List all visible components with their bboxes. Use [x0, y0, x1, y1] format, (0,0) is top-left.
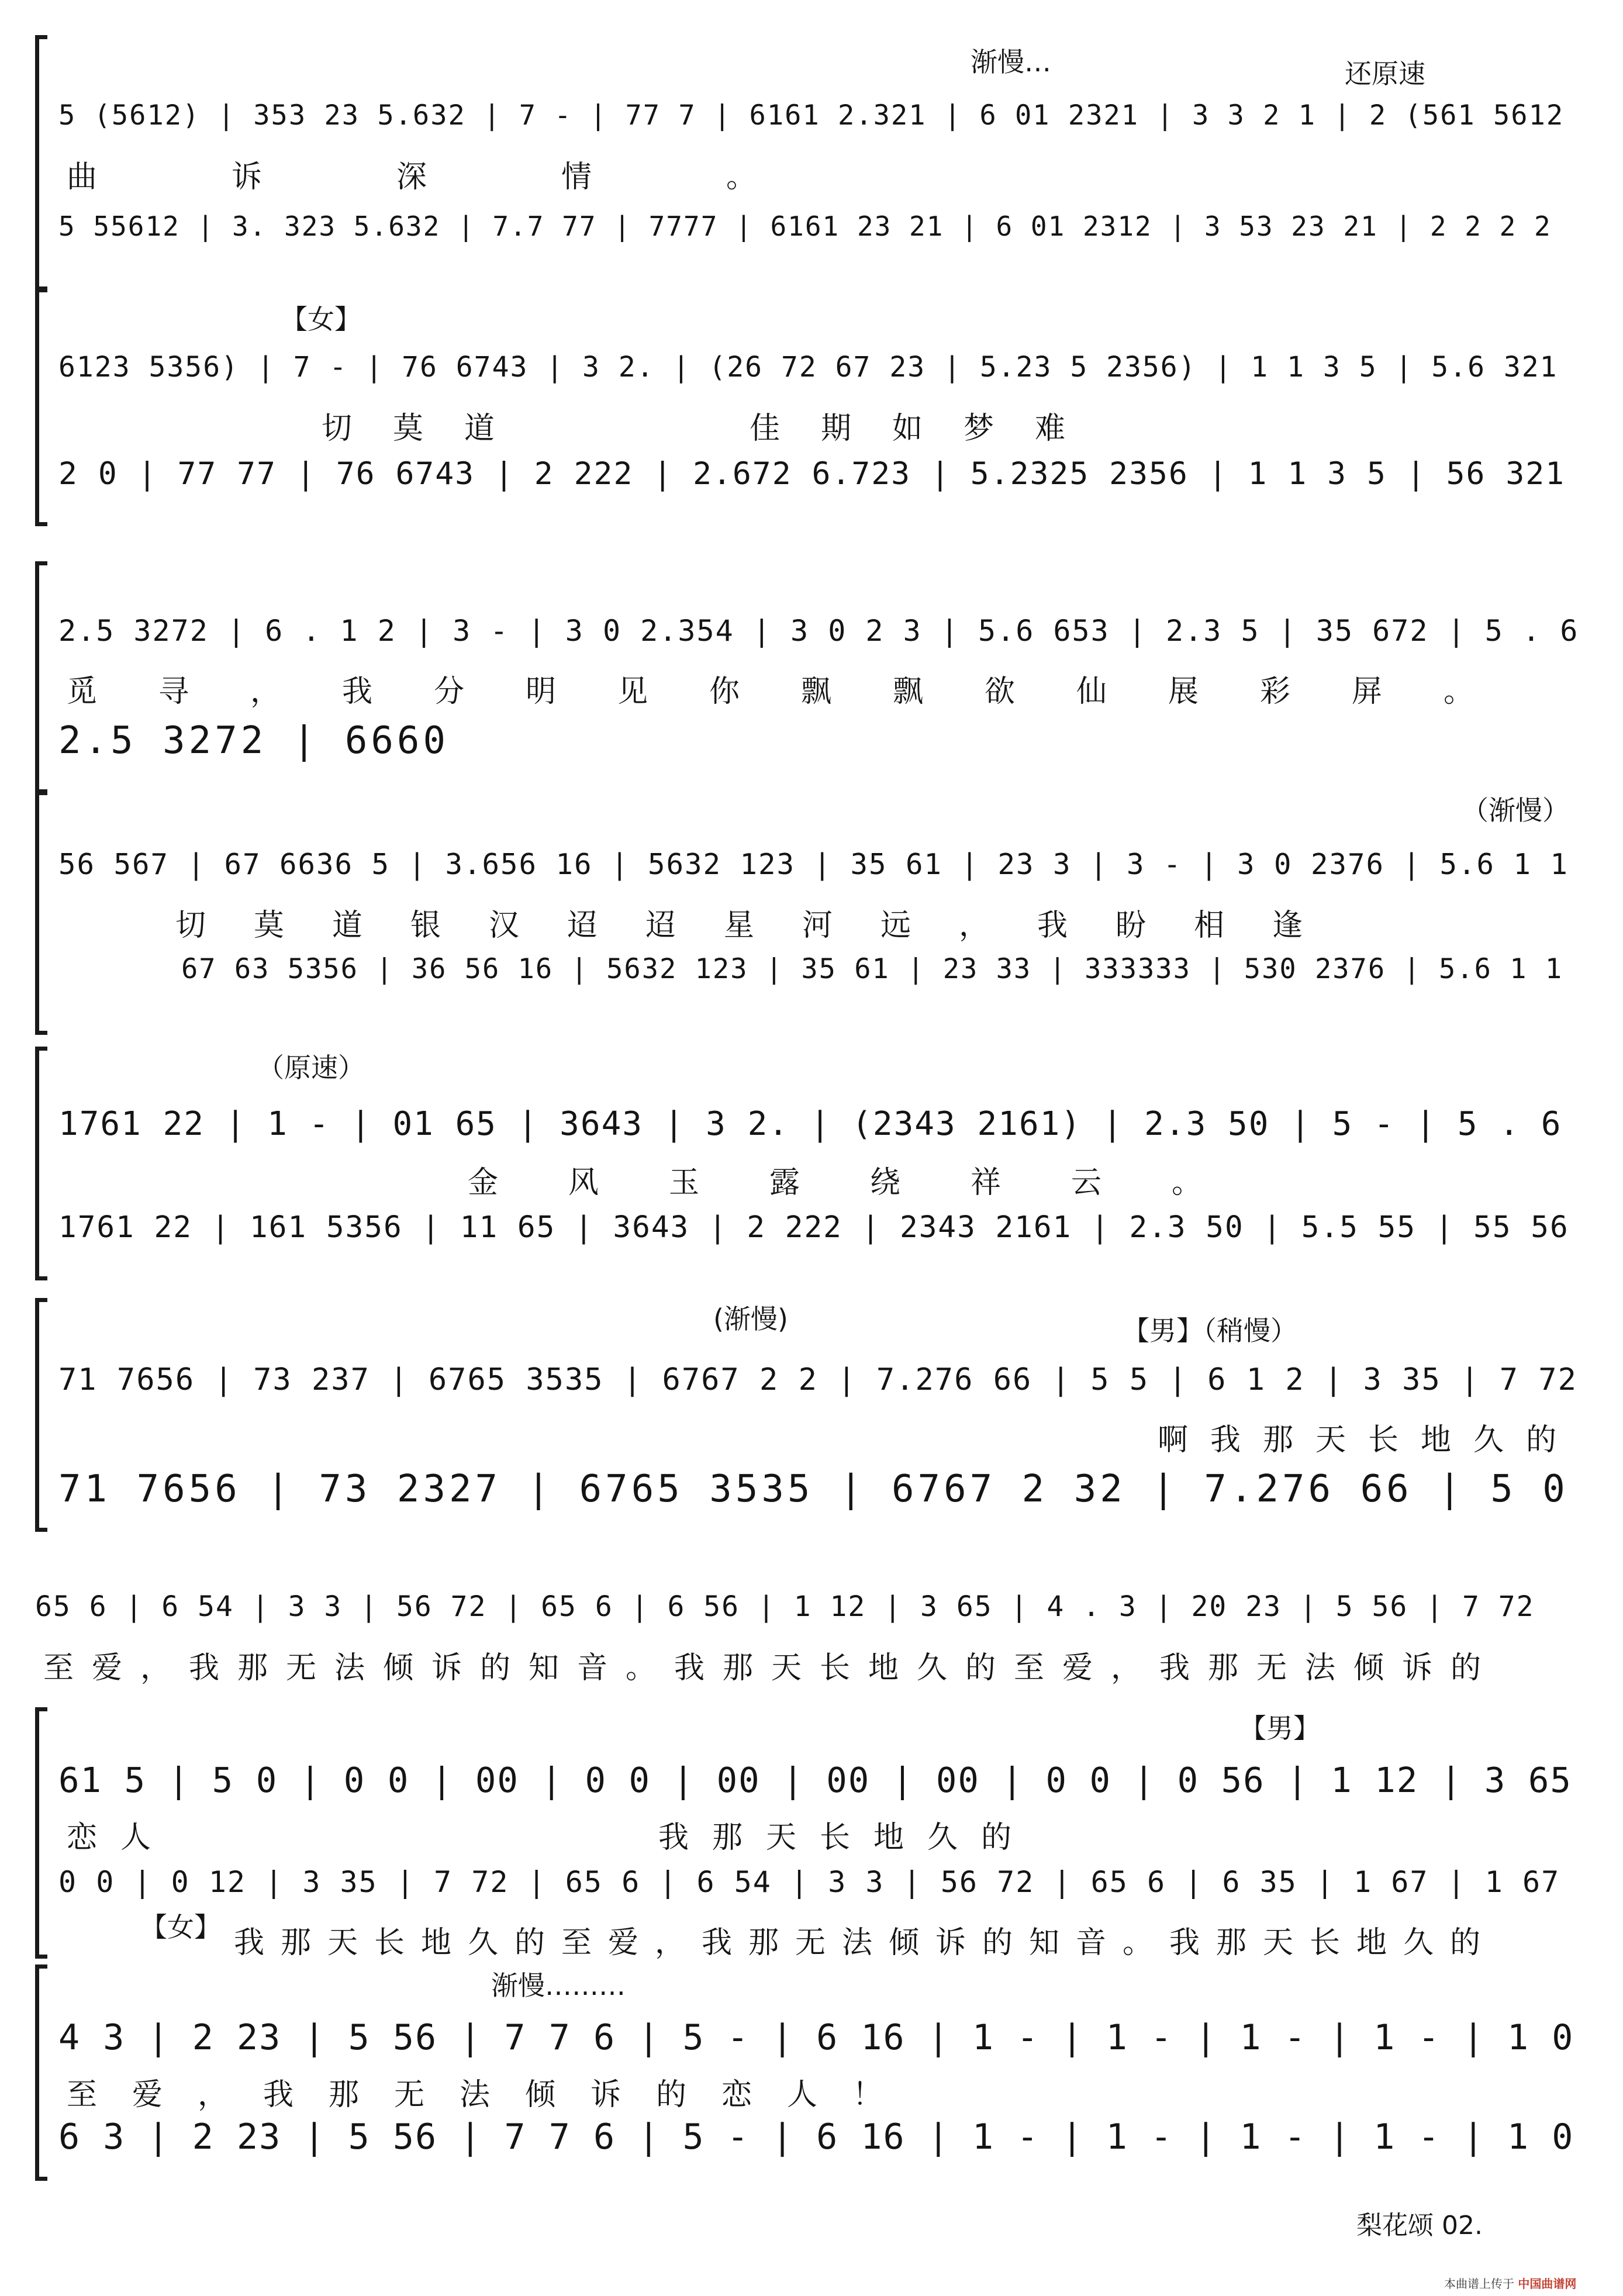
tempo-mark-ritardando: （渐慢）: [1462, 795, 1569, 826]
system-bracket: [35, 35, 47, 292]
jianpu-notes-single: 65 6 | 6 54 | 3 3 | 56 72 | 65 6 | 6 56 | 1 12 | 3 65 | 4 . 3 | 20 23 | 5 56 | 7 72: [35, 1590, 1535, 1623]
score-system-9: [35, 1964, 1590, 2181]
tempo-mark-a-tempo: （原速）: [257, 1052, 365, 1083]
staff-bottom: [58, 1169, 1590, 1298]
jianpu-notes-bottom: 0 0 | 0 12 | 3 35 | 7 72 | 65 6 | 6 54 | 3 3 | 56 72 | 65 6 | 6 35 | 1 67 | 1 67: [58, 1865, 1560, 1899]
score-system-6: [35, 1298, 1590, 1532]
jianpu-notes-bottom: 6 3 | 2 23 | 5 56 | 7 7 6 | 5 - | 6 16 | 1 - | 1 - | 1 - | 1 - | 1 0: [58, 2117, 1574, 2157]
jianpu-notes-bottom: 67 63 5356 | 36 56 16 | 5632 123 | 35 61 | 23 33 | 333333 | 530 2376 | 5.6 1 1: [181, 953, 1563, 985]
lyrics-bottom: 我那天长地久的至爱，我那无法倾诉的知音。我那天长地久的: [234, 1925, 1497, 1960]
score-system-1: [35, 35, 1590, 292]
jianpu-notes-bottom: 1761 22 | 161 5356 | 11 65 | 3643 | 2 222 | 2343 2161 | 2.3 50 | 5.5 55 | 55 56: [58, 1210, 1569, 1245]
upload-credit: [1444, 2274, 1576, 2291]
lyrics-top: 曲诉深情。: [67, 160, 892, 195]
lyrics-top: 至爱，我那无法倾诉的恋人！: [67, 2077, 918, 2112]
score-system-2: [35, 286, 1590, 526]
tempo-mark-ritardando: (渐慢): [713, 1303, 788, 1335]
system-bracket: [35, 1964, 47, 2181]
system-bracket: [35, 1047, 47, 1280]
tempo-mark-a-tempo: 还原速: [1345, 58, 1425, 89]
staff-bottom: [58, 2076, 1590, 2204]
staff-bottom: [58, 912, 1590, 1041]
staff-top: [58, 58, 1590, 195]
jianpu-notes-bottom: 2 0 | 77 77 | 76 6743 | 2 222 | 2.672 6.723 | 5.2325 2356 | 1 1 3 5 | 56 321: [58, 456, 1566, 492]
credit-site: 中国曲谱网: [1518, 2277, 1577, 2291]
jianpu-notes-bottom: 5 55612 | 3. 323 5.632 | 7.7 77 | 7777 | 6161 23 21 | 6 01 2312 | 3 53 23 21 | 2 2 2 2: [58, 210, 1552, 242]
staff-bottom: [58, 170, 1590, 298]
score-system-7: [35, 1549, 1590, 1696]
jianpu-notes-top: 61 5 | 5 0 | 0 0 | 00 | 0 0 | 00 | 00 | 00 | 0 0 | 0 56 | 1 12 | 3 65: [58, 1760, 1572, 1800]
role-mark-female: 【女】: [140, 1911, 221, 1943]
tempo-mark-ritardando: 渐慢………: [491, 1970, 626, 2001]
lyrics-top: 金风玉露绕祥云。: [468, 1165, 1273, 1200]
role-mark-male-slow: 【男】（稍慢）: [1123, 1315, 1297, 1346]
lyrics-top: 恋人 我那天长地久的: [67, 1820, 1035, 1855]
system-bracket: [35, 1298, 47, 1532]
staff-bottom: [58, 1427, 1590, 1555]
jianpu-notes-top: 6123 5356) | 7 - | 76 6743 | 3 2. | (26 72 67 23 | 5.23 5 2356) | 1 1 3 5 | 5.6 321: [58, 351, 1558, 384]
role-mark-female: 【女】: [281, 303, 361, 335]
role-mark-male: 【男】: [1239, 1712, 1320, 1744]
score-system-4: [35, 789, 1590, 1035]
lyrics-top: 啊我那天长地久的: [1158, 1423, 1579, 1458]
score-system-8: [35, 1707, 1590, 1959]
jianpu-notes-top: 1761 22 | 1 - | 01 65 | 3643 | 3 2. | (2343 2161) | 2.3 50 | 5 - | 5 . 6: [58, 1105, 1562, 1143]
page-label: 梨花颂 02.: [1356, 2211, 1483, 2240]
score-system-3: [35, 561, 1590, 795]
jianpu-notes-top: 5 (5612) | 353 23 5.632 | 7 - | 77 7 | 6161 2.321 | 6 01 2321 | 3 3 2 1 | 2 (561 5612: [58, 99, 1565, 132]
tempo-mark-ritardando: 渐慢…: [971, 46, 1051, 78]
staff-bottom: [58, 678, 1590, 807]
jianpu-notes-top: 56 567 | 67 6636 5 | 3.656 16 | 5632 123 | 35 61 | 23 3 | 3 - | 3 0 2376 | 5.6 1 1: [58, 848, 1569, 881]
system-bracket: [35, 561, 47, 795]
staff-single: [35, 1549, 1590, 1686]
score-system-5: [35, 1047, 1590, 1280]
staff-bottom: [58, 1824, 1590, 1960]
jianpu-notes-bottom: 2.5 3272 | 6660: [58, 719, 449, 762]
lyrics-top: 切莫道银汉迢迢星河远，我盼相逢: [175, 908, 1351, 943]
lyrics-single: 至爱，我那无法倾诉的知音。我那天长地久的至爱，我那无法倾诉的: [43, 1651, 1500, 1686]
jianpu-notes-top: 2.5 3272 | 6 . 1 2 | 3 - | 3 0 2.354 | 3 0 2 3 | 5.6 653 | 2.3 5 | 35 672 | 5 . 6: [58, 614, 1579, 648]
jianpu-notes-top: 71 7656 | 73 237 | 6765 3535 | 6767 2 2 | 7.276 66 | 5 5 | 6 1 2 | 3 35 | 7 72: [58, 1362, 1577, 1397]
system-bracket: [35, 789, 47, 1035]
lyrics-top: 切莫道 佳期如梦难: [322, 411, 1107, 446]
lyrics-top: 觅寻，我分明见你飘飘欲仙展彩屏。: [67, 674, 1536, 709]
credit-prefix: 本曲谱上传于: [1444, 2277, 1514, 2291]
system-bracket: [35, 286, 47, 526]
jianpu-notes-top: 4 3 | 2 23 | 5 56 | 7 7 6 | 5 - | 6 16 | 1 - | 1 - | 1 - | 1 - | 1 0: [58, 2017, 1574, 2058]
jianpu-notes-bottom: 71 7656 | 73 2327 | 6765 3535 | 6767 2 32 | 7.276 66 | 5 0: [58, 1468, 1569, 1511]
system-bracket: [35, 1707, 47, 1959]
staff-bottom: [58, 415, 1590, 544]
